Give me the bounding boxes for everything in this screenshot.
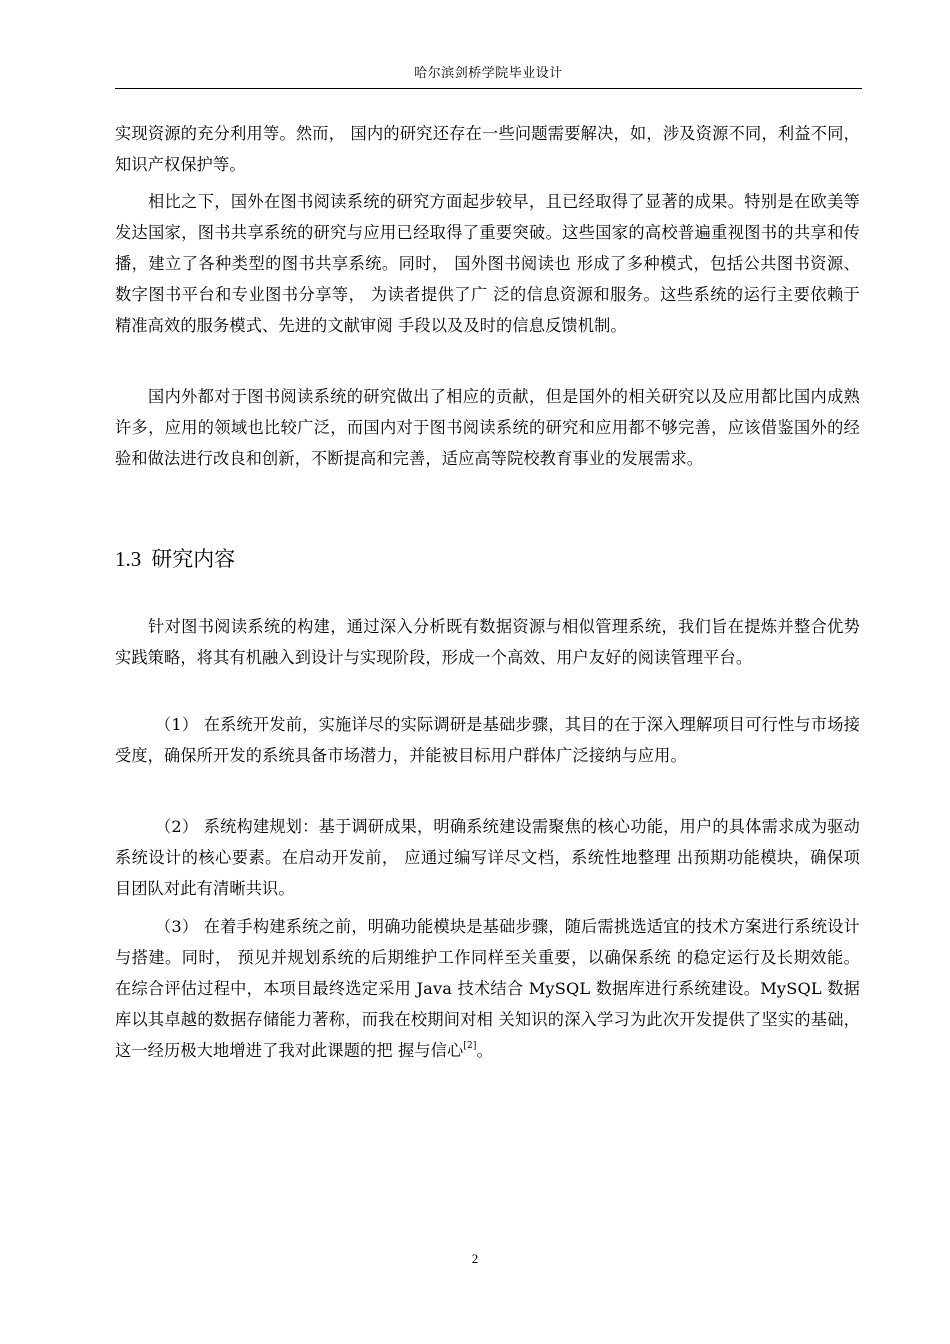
citation-reference: [2]	[463, 1041, 477, 1051]
list-item-3-end: 。	[476, 1041, 493, 1060]
page-header-title: 哈尔滨剑桥学院毕业设计	[414, 66, 563, 81]
page-number: 2	[471, 1251, 479, 1266]
list-item-3-text: （3） 在着手构建系统之前，明确功能模块是基础步骤，随后需挑选适宜的技术方案进行系统设计与搭建。同时， 预见并规划系统的后期维护工作同样至关重要，以确保系统 的稳定运行及长期效能。在综合评估过程中，本项目最终选定采用 Java 技术结合 MySQL 数据库进行系统建设。MySQL 数据库以其卓越的数据存储能力著称，而我在校期间对相 关知识的深入学习为此次开发提供了坚实的基础，这一经历极大地增进了我对此课题的把 握与信心	[115, 917, 860, 1060]
section-intro-paragraph: 针对图书阅读系统的构建，通过深入分析既有数据资源与相似管理系统，我们旨在提炼并整合优势实践策略，将其有机融入到设计与实现阶段，形成一个高效、用户友好的阅读管理平台。	[115, 617, 860, 667]
header-divider	[115, 88, 862, 89]
list-item-1: （1） 在系统开发前，实施详尽的实际调研是基础步骤，其目的在于深入理解项目可行性与市场接受度，确保所开发的系统具备市场潜力，并能被目标用户群体广泛接纳与应用。	[115, 715, 860, 765]
section-heading	[115, 541, 235, 577]
list-item-3	[115, 911, 860, 1066]
paragraph-comparison: 国内外都对于图书阅读系统的研究做出了相应的贡献，但是国外的相关研究以及应用都比国内成熟许多，应用的领域也比较广泛，而国内对于图书阅读系统的研究和应用都不够完善，应该借鉴国外的经验和做法进行改良和创新，不断提高和完善，适应高等院校教育事业的发展需求。	[115, 387, 860, 468]
paragraph-domestic-issues: 实现资源的充分利用等。然而， 国内的研究还存在一些问题需要解决，如，涉及资源不同，利益不同，知识产权保护等。	[115, 124, 860, 174]
section-number: 1.3	[115, 547, 142, 571]
paragraph-foreign-research: 相比之下，国外在图书阅读系统的研究方面起步较早，且已经取得了显著的成果。特别是在欧美等发达国家，图书共享系统的研究与应用已经取得了重要突破。这些国家的高校普遍重视图书的共享和传播，建立了各种类型的图书共享系统。同时， 国外图书阅读也 形成了多种模式，包括公共图书资源、数字图书平台和专业图书分享等， 为读者提供了广 泛的信息资源和服务。这些系统的运行主要依赖于精准高效的服务模式、先进的文献审阅 手段以及及时的信息反馈机制。	[115, 192, 860, 335]
list-item-2: （2） 系统构建规划：基于调研成果，明确系统建设需聚焦的核心功能，用户的具体需求成为驱动系统设计的核心要素。在启动开发前， 应通过编写详尽文档，系统性地整理 出预期功能模块，确保项目团队对此有清晰共识。	[115, 817, 860, 898]
section-title: 研究内容	[151, 547, 236, 571]
